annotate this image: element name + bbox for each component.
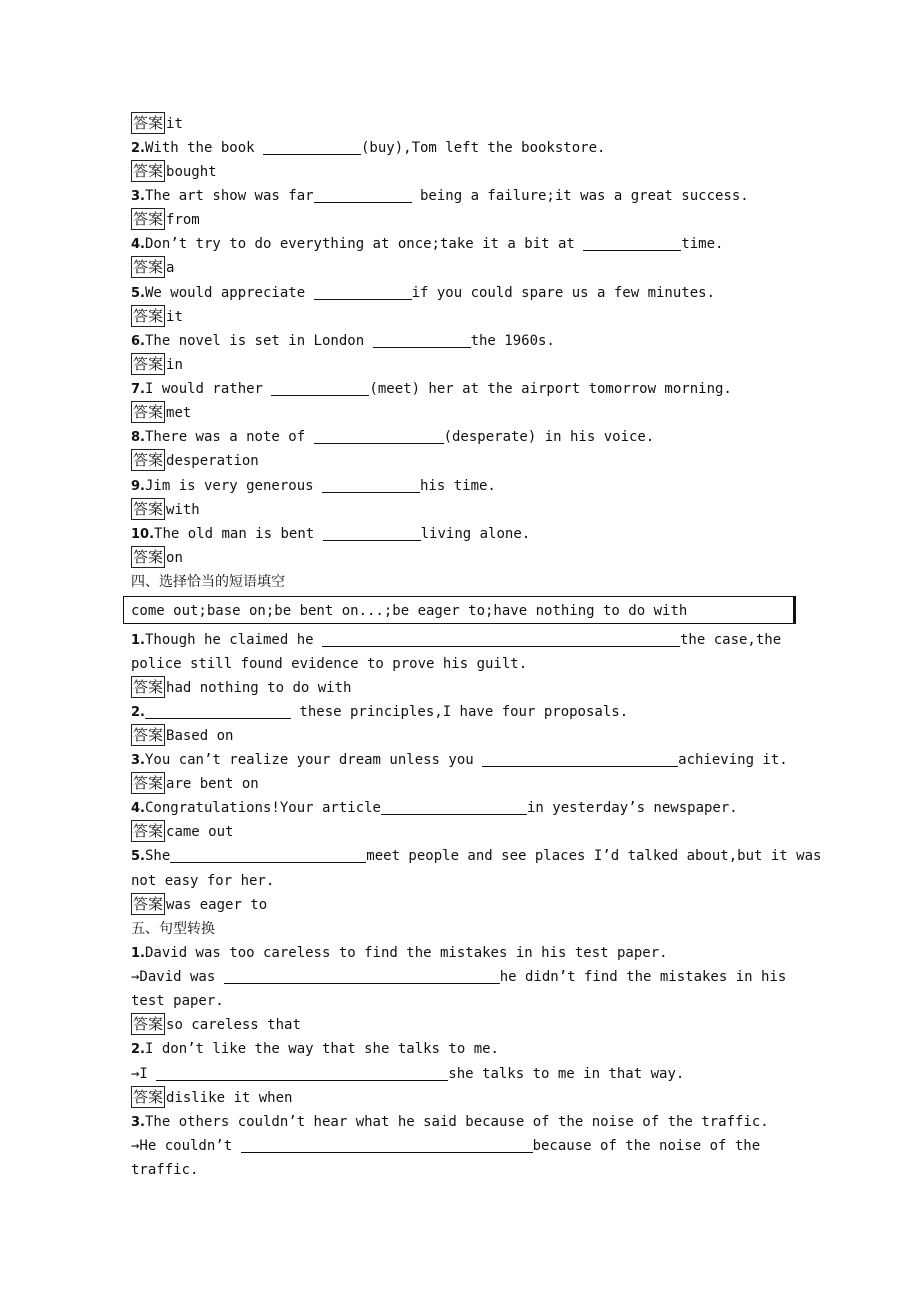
answer-tag: 答案 xyxy=(133,403,164,421)
question-text: →He couldn’t xyxy=(131,1138,241,1154)
p2 xyxy=(131,700,628,724)
answer-blank[interactable] xyxy=(583,235,681,251)
ans-8 xyxy=(131,449,259,473)
answer-tag: 答案 xyxy=(133,258,164,276)
s2-rw xyxy=(131,1062,684,1086)
s3 xyxy=(131,1110,769,1134)
question-text: Though he claimed he xyxy=(144,632,322,648)
question-text-tail: in yesterday’s newspaper. xyxy=(527,800,738,816)
ans-2 xyxy=(131,160,217,184)
answer-tag: 答案 xyxy=(133,162,164,180)
answer-tag: 答案 xyxy=(133,548,164,566)
question-text: The novel is set in London xyxy=(144,333,373,349)
answer-blank[interactable] xyxy=(482,751,678,767)
answer-tag: 答案 xyxy=(133,451,164,469)
section-5: 五、句型转换 xyxy=(131,921,215,937)
answer-blank[interactable] xyxy=(314,284,412,300)
question-text: →David was xyxy=(131,969,224,985)
question-number: 3. xyxy=(131,189,145,204)
question-number: 2. xyxy=(131,705,145,720)
question-number: 7. xyxy=(131,382,145,397)
answer-tag: 答案 xyxy=(133,114,164,132)
question-number: 1. xyxy=(131,946,145,961)
ans-p4 xyxy=(131,820,233,844)
answer-tag: 答案 xyxy=(133,774,164,792)
question-number: 3. xyxy=(131,1115,145,1130)
question-text-tail: being a failure;it was a great success. xyxy=(411,188,749,204)
question-text-tail: achieving it. xyxy=(678,752,788,768)
ans-1 xyxy=(131,112,183,136)
question-text: We would appreciate xyxy=(144,285,314,301)
answer-text: with xyxy=(166,502,200,518)
s3-rw xyxy=(131,1134,760,1158)
ans-p1 xyxy=(131,676,351,700)
p1-cont: police still found evidence to prove his guilt. xyxy=(131,656,528,672)
ans-3 xyxy=(131,208,200,232)
question-text: She xyxy=(144,848,171,864)
answer-text: are bent on xyxy=(166,776,259,792)
answer-blank[interactable] xyxy=(145,703,291,719)
q5 xyxy=(131,281,715,305)
question-number: 5. xyxy=(131,286,145,301)
answer-blank[interactable] xyxy=(241,1137,533,1153)
question-text-tail: the case,the xyxy=(680,632,782,648)
answer-blank[interactable] xyxy=(373,332,471,348)
answer-tag: 答案 xyxy=(133,895,164,913)
q9 xyxy=(131,474,496,498)
s3-cont: traffic. xyxy=(131,1162,199,1178)
answer-text: from xyxy=(166,212,200,228)
question-text-tail: she talks to me in that way. xyxy=(448,1066,685,1082)
question-number: 4. xyxy=(131,801,145,816)
s2 xyxy=(131,1037,499,1061)
answer-text: a xyxy=(166,260,175,276)
ans-p2 xyxy=(131,724,233,748)
answer-blank[interactable] xyxy=(224,968,500,984)
question-text-tail: time. xyxy=(681,236,724,252)
question-number: 10. xyxy=(131,527,155,542)
answer-tag: 答案 xyxy=(133,678,164,696)
answer-blank[interactable] xyxy=(170,847,366,863)
question-text-tail: these principles,I have four proposals. xyxy=(290,704,629,720)
phrase-options: come out;base on;be bent on...;be eager to;have nothing to do with xyxy=(131,603,688,619)
question-text: Don’t try to do everything at once;take it a bit at xyxy=(144,236,584,252)
q8 xyxy=(131,425,654,449)
answer-tag: 答案 xyxy=(133,210,164,228)
question-number: 5. xyxy=(131,849,145,864)
question-text-tail: his time. xyxy=(420,478,496,494)
question-text-tail: the 1960s. xyxy=(470,333,555,349)
s1-cont: test paper. xyxy=(131,993,224,1009)
question-number: 3. xyxy=(131,753,145,768)
ans-p3 xyxy=(131,772,259,796)
answer-blank[interactable] xyxy=(314,428,444,444)
answer-tag: 答案 xyxy=(133,726,164,744)
question-number: 1. xyxy=(131,633,145,648)
answer-text: bought xyxy=(166,164,217,180)
answer-text: came out xyxy=(166,824,234,840)
q2 xyxy=(131,136,605,160)
p3 xyxy=(131,748,788,772)
answer-tag: 答案 xyxy=(133,355,164,373)
ans-s2 xyxy=(131,1086,292,1110)
answer-blank[interactable] xyxy=(322,477,420,493)
question-number: 4. xyxy=(131,237,145,252)
ans-6 xyxy=(131,353,183,377)
p1 xyxy=(131,628,781,652)
q7 xyxy=(131,377,732,401)
q6 xyxy=(131,329,555,353)
question-number: 2. xyxy=(131,141,145,156)
phrase-box xyxy=(123,596,796,624)
question-text-tail: because of the noise of the xyxy=(532,1138,761,1154)
s1 xyxy=(131,941,668,965)
question-text: With the book xyxy=(144,140,263,156)
question-text-tail: meet people and see places I’d talked about,but it was xyxy=(366,848,822,864)
question-text: You can’t realize your dream unless you xyxy=(144,752,483,768)
p5 xyxy=(131,844,821,868)
question-text-tail: he didn’t find the mistakes in his xyxy=(499,969,787,985)
question-text-tail: living alone. xyxy=(420,526,531,542)
question-number: 8. xyxy=(131,430,145,445)
ans-5 xyxy=(131,305,183,329)
answer-blank[interactable] xyxy=(323,525,421,541)
q4 xyxy=(131,232,723,256)
ans-7 xyxy=(131,401,191,425)
question-text: The old man is bent xyxy=(154,526,323,542)
answer-tag: 答案 xyxy=(133,822,164,840)
question-text: The others couldn’t hear what he said because of the noise of the traffic. xyxy=(144,1114,769,1130)
answer-text: dislike it when xyxy=(166,1090,293,1106)
answer-text: so careless that xyxy=(166,1017,301,1033)
answer-text: Based on xyxy=(166,728,234,744)
question-text: There was a note of xyxy=(144,429,314,445)
p5-cont: not easy for her. xyxy=(131,873,275,889)
answer-blank[interactable] xyxy=(156,1065,448,1081)
ans-9 xyxy=(131,498,200,522)
answer-text: met xyxy=(166,405,192,421)
question-text: David was too careless to find the mistakes in his test paper. xyxy=(144,945,668,961)
answer-text: had nothing to do with xyxy=(166,680,352,696)
section-4: 四、选择恰当的短语填空 xyxy=(131,574,285,590)
question-text: →I xyxy=(131,1066,157,1082)
q3 xyxy=(131,184,749,208)
question-text: The art show was far xyxy=(144,188,314,204)
answer-text: desperation xyxy=(166,453,259,469)
answer-blank[interactable] xyxy=(263,139,361,155)
p4 xyxy=(131,796,738,820)
answer-text: it xyxy=(166,309,183,325)
ans-10 xyxy=(131,546,183,570)
ans-4 xyxy=(131,256,174,280)
answer-blank[interactable] xyxy=(322,631,680,647)
question-text: I would rather xyxy=(144,381,272,397)
answer-text: it xyxy=(166,116,183,132)
question-text-tail: (buy),Tom left the bookstore. xyxy=(361,140,606,156)
question-text-tail: (desperate) in his voice. xyxy=(443,429,655,445)
s1-rw xyxy=(131,965,786,989)
answer-text: on xyxy=(166,550,183,566)
question-text-tail: if you could spare us a few minutes. xyxy=(411,285,715,301)
answer-text: was eager to xyxy=(166,897,268,913)
answer-tag: 答案 xyxy=(133,307,164,325)
question-text: Jim is very generous xyxy=(144,478,322,494)
answer-text: in xyxy=(166,357,183,373)
question-text: Congratulations!Your article xyxy=(144,800,381,816)
answer-tag: 答案 xyxy=(133,500,164,518)
question-text: I don’t like the way that she talks to me. xyxy=(144,1041,499,1057)
ans-s1 xyxy=(131,1013,301,1037)
answer-blank[interactable] xyxy=(314,187,412,203)
question-text-tail: (meet) her at the airport tomorrow morning. xyxy=(369,381,732,397)
question-number: 6. xyxy=(131,334,145,349)
q10 xyxy=(131,522,530,546)
question-number: 2. xyxy=(131,1042,145,1057)
answer-tag: 答案 xyxy=(133,1015,164,1033)
answer-blank[interactable] xyxy=(271,380,369,396)
ans-p5 xyxy=(131,893,267,917)
answer-blank[interactable] xyxy=(381,799,527,815)
question-number: 9. xyxy=(131,479,145,494)
answer-tag: 答案 xyxy=(133,1088,164,1106)
